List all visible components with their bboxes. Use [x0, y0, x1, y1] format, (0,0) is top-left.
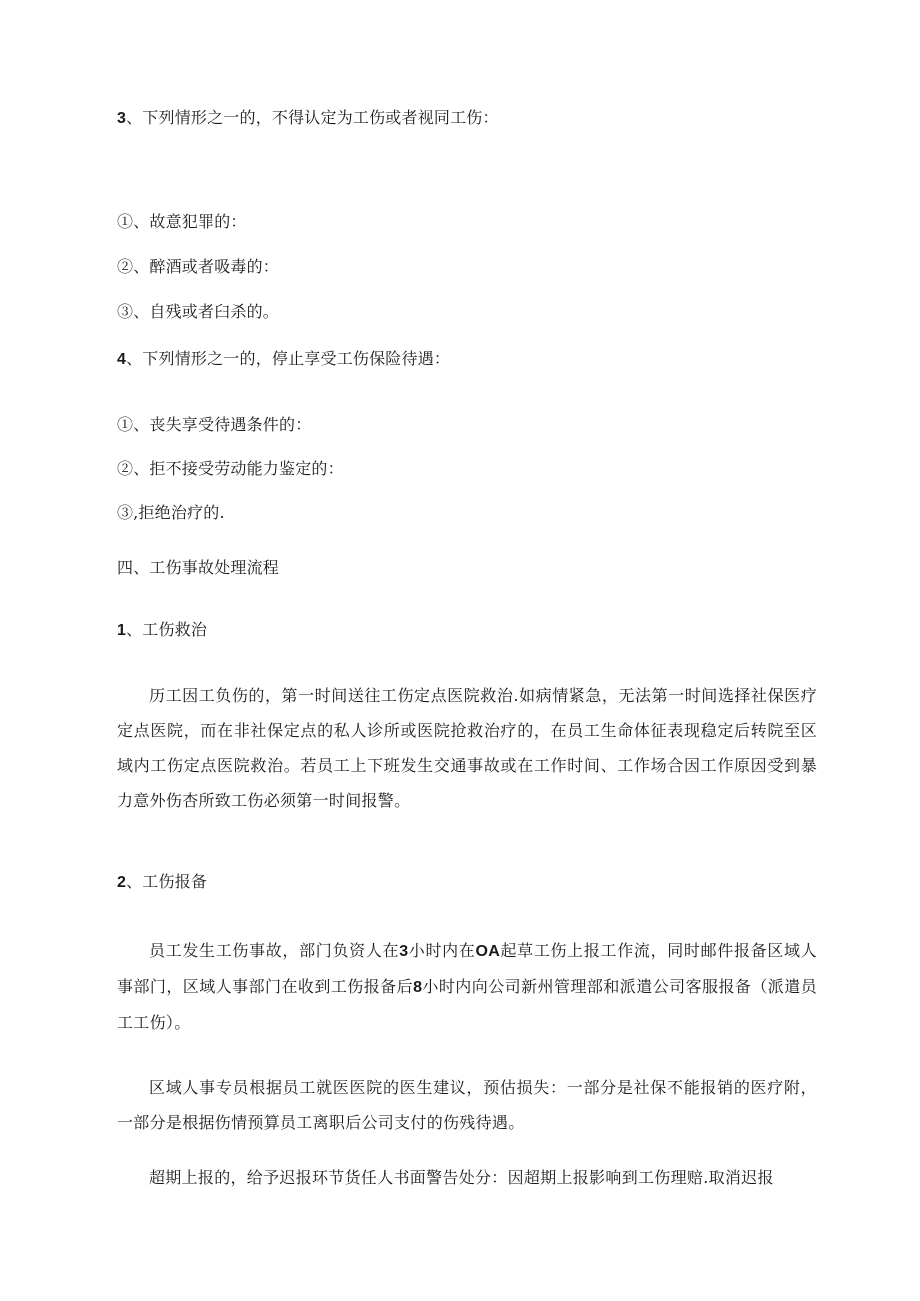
item4-heading [117, 349, 450, 370]
item4-number: 4 [117, 351, 127, 368]
sub2-text: 、工伤报备 [126, 872, 208, 891]
sub1-paragraph: 历工因工负伤的，第一时间送往工伤定点医院救治.如病情紧急，无法第一时间选择社保医疗定点医院，而在非社保定点的私人诊所或医院抢救治疗的，在员工生命体征表现稳定后转院至区域内工伤定点医院救治。若员工上下班发生交通事故或在工作时间、工作场合因工作原因受到暴力意外伤杏所致工伤必须第一时间报警。 [117, 686, 817, 810]
sub2-para1-num-hours-1: 3 [399, 943, 409, 960]
sub2-para1-part1: 员工发生工伤事故，部门负资人在 [149, 941, 400, 960]
item4-subitem-3: ③,拒绝治疗的. [117, 503, 225, 522]
item3-number: 3 [117, 110, 127, 127]
section4-title: 四、工伤事故处理流程 [117, 558, 280, 577]
sub1-number: 1 [117, 622, 127, 639]
sub1-heading [117, 620, 207, 641]
item4-subitem-2: ②、拒不接受劳动能力鉴定的： [117, 459, 344, 478]
sub2-paragraph-3: 超期上报的，给予迟报环节货任人书面警告处分：因超期上报影响到工伤理赔.取消迟报 [149, 1168, 774, 1187]
sub2-para1-part3: 起草工伤上报工作流，同时邮件报备区域人事部门，区域人事部门在收到工伤报备后 [117, 941, 817, 996]
sub2-paragraph-1 [117, 933, 817, 1040]
sub1-text: 、工伤救治 [126, 620, 208, 639]
item3-subitem-3: ③、自残或者臼杀的。 [117, 302, 280, 321]
sub2-para1-oa: OA [475, 943, 501, 960]
sub2-number: 2 [117, 874, 127, 891]
item3-text: 、下列情形之一的，不得认定为工伤或者视同工伤： [126, 108, 499, 127]
item3-heading [117, 108, 499, 129]
item3-subitem-2: ②、醉酒或者吸毒的： [117, 257, 280, 276]
sub2-heading [117, 872, 207, 893]
item3-subitem-1: ①、故意犯罪的： [117, 212, 247, 231]
sub2-para1-num-hours-2: 8 [413, 979, 423, 996]
sub2-para1-part2: 小时内在 [408, 941, 476, 960]
sub2-para1-part4: 小时内向公司新州管理部和派遣公司客服报备（派遣员工工伤）。 [117, 977, 818, 1032]
item4-subitem-1: ①、丧失享受待遇条件的： [117, 415, 312, 434]
sub2-paragraph-2: 区域人事专员根据员工就医医院的医生建议，预估损失：一部分是社保不能报销的医疗附，一部分是根据伤情预算员工离职后公司支付的伤残待遇。 [117, 1078, 817, 1132]
item4-text: 、下列情形之一的，停止享受工伤保险待遇： [126, 349, 451, 368]
